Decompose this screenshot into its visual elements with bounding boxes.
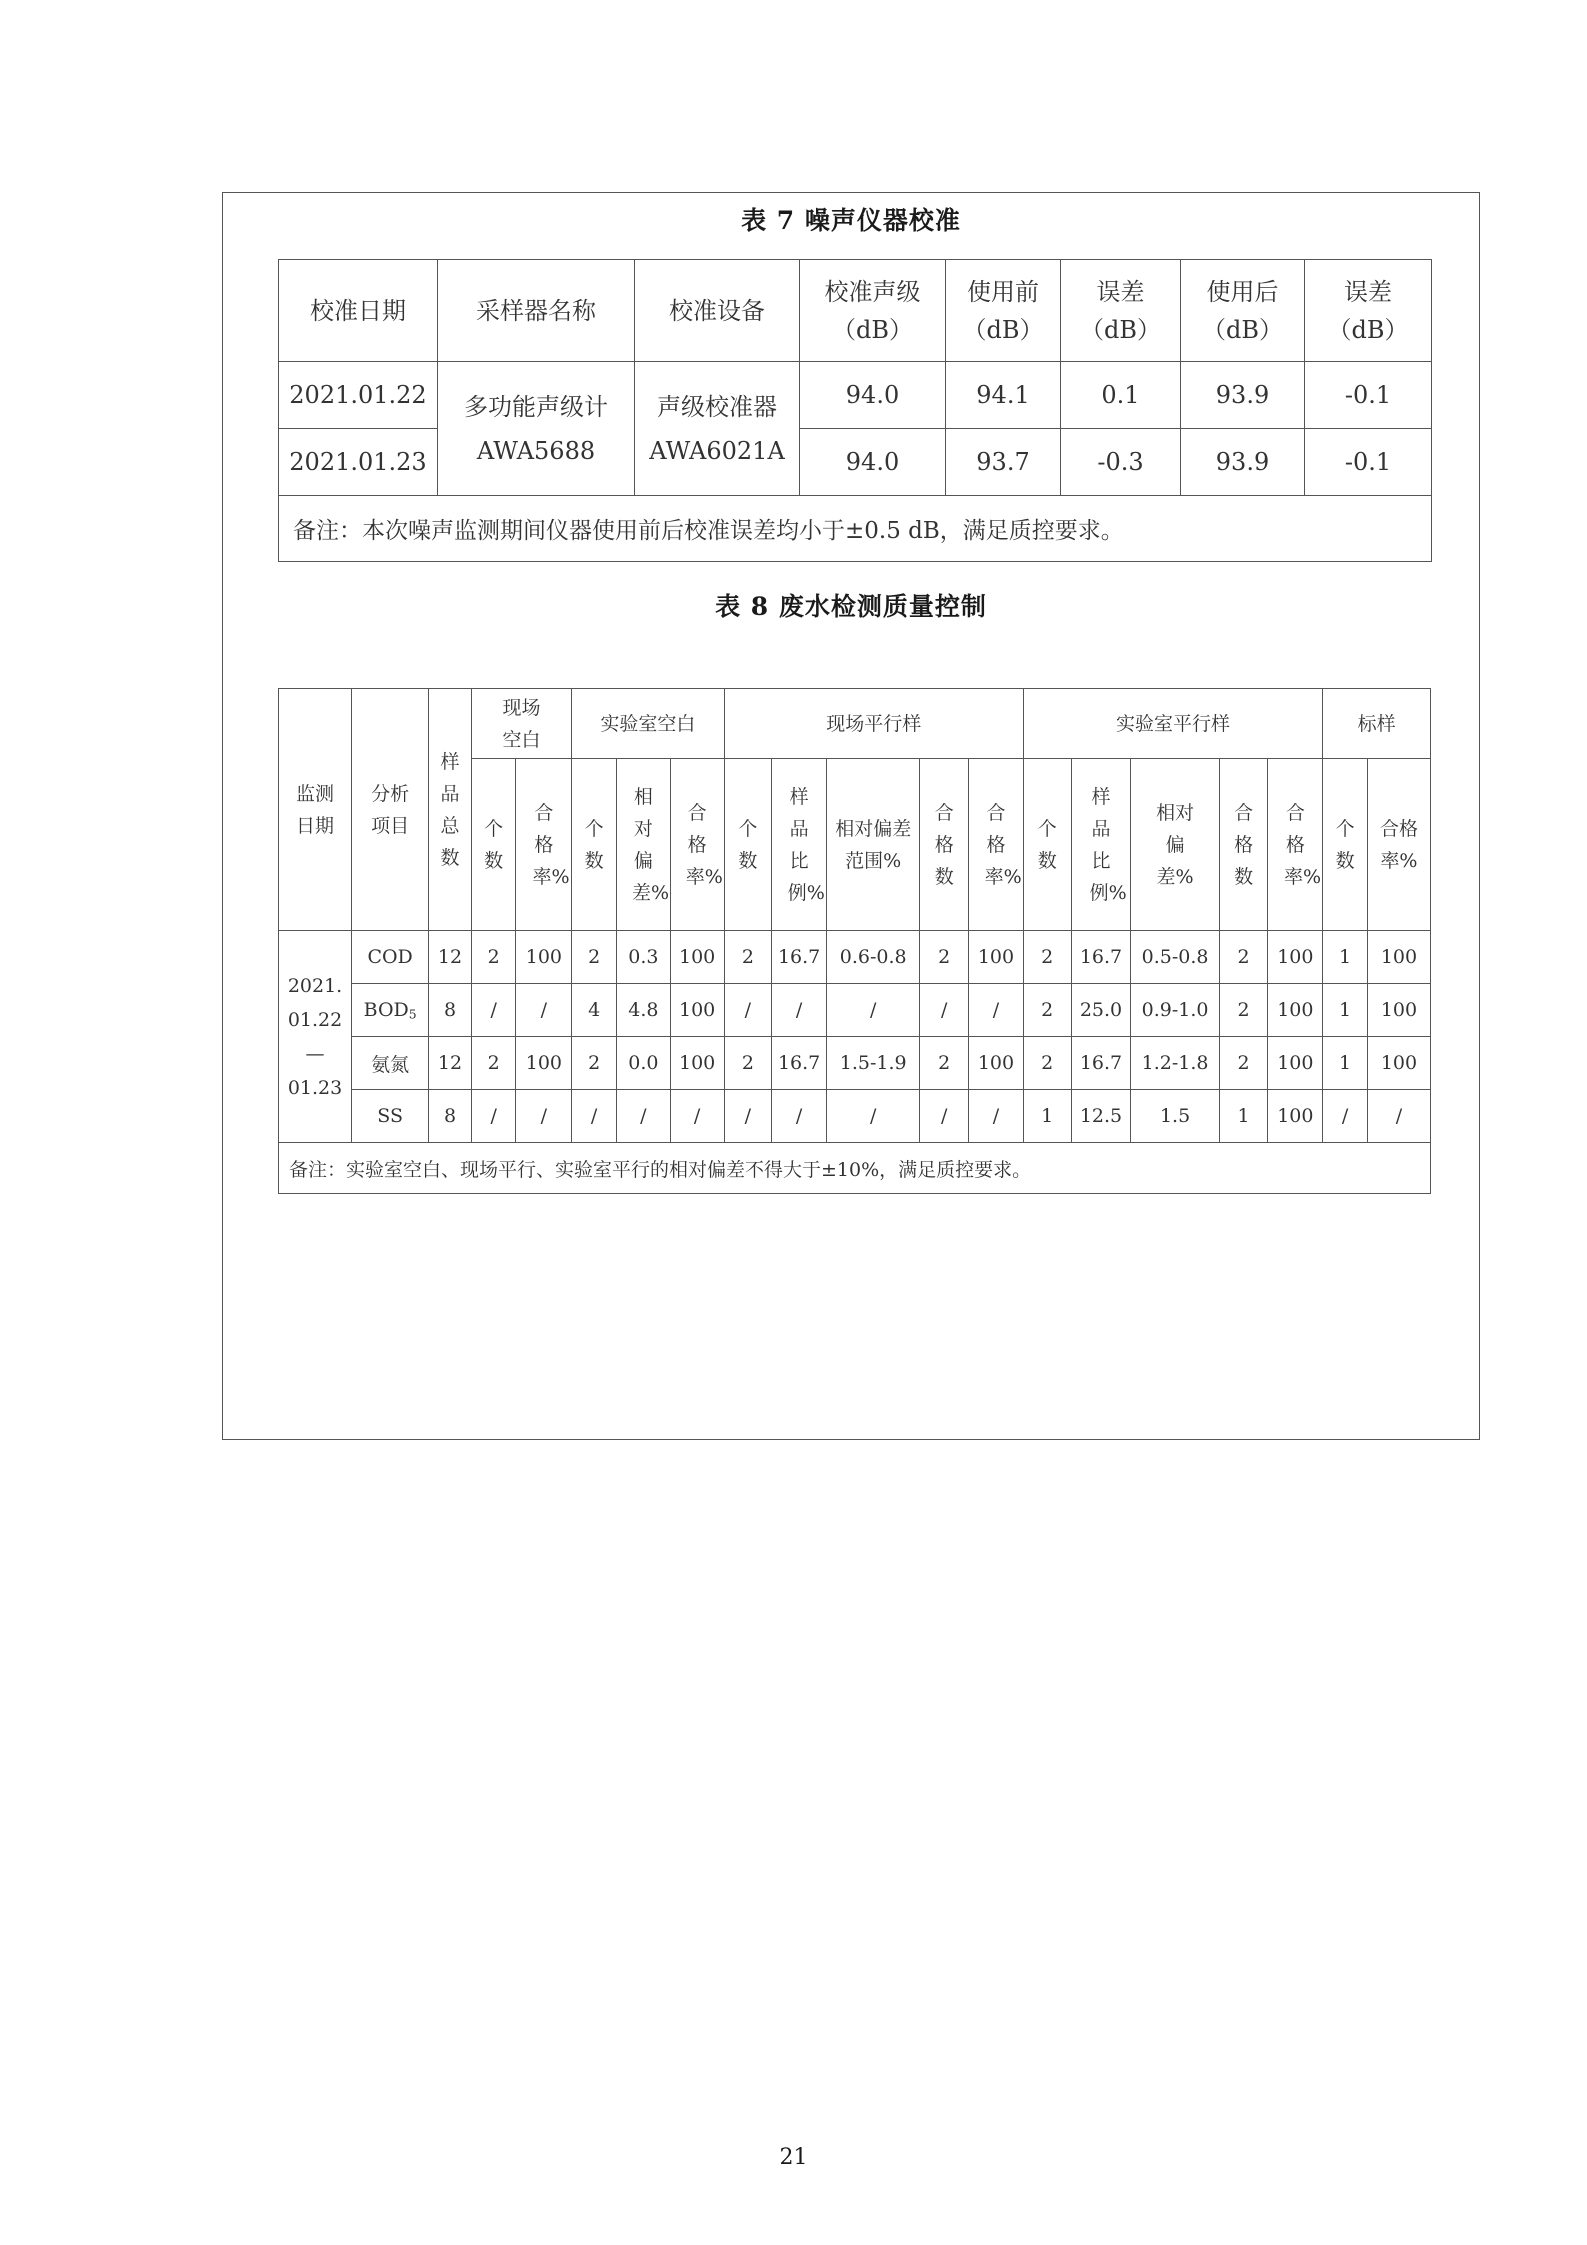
noise-calibration-table [278,259,1432,562]
table-cell: / [724,984,772,1037]
wastewater-qc-table [278,688,1431,1194]
table8-header-row-1 [279,689,1431,759]
header-date: 校准日期 [279,260,438,362]
table-cell: 100 [670,1037,724,1090]
header-count: 个数 [1323,759,1368,931]
table-cell: 1 [1219,1090,1268,1143]
table-cell: 2 [724,931,772,984]
table7-header-row [279,260,1432,362]
table7-caption: 表 7 噪声仪器校准 [741,206,961,235]
content-frame [222,192,1480,1440]
table-cell: / [471,984,516,1037]
table-cell: 2 [471,1037,516,1090]
table-cell: 2 [920,931,969,984]
table-cell: 100 [1268,984,1323,1037]
cell-date: 2021.01.22 [279,362,438,429]
header-analysis-item: 分析项目 [352,689,429,931]
table-cell: 25.0 [1071,984,1131,1037]
table-cell: 2 [920,1037,969,1090]
table-cell: 1.2-1.8 [1131,1037,1219,1090]
table-cell: / [471,1090,516,1143]
table-cell: 100 [516,931,572,984]
table-cell: / [572,1090,617,1143]
header-standard: 标样 [1323,689,1431,759]
table-cell: 8 [429,1090,472,1143]
table-cell: 0.9-1.0 [1131,984,1219,1037]
table-cell: 2 [471,931,516,984]
table-cell: 100 [969,931,1024,984]
header-field-blank: 现场空白 [471,689,571,759]
header-pass-count: 合格数 [920,759,969,931]
table8-caption: 表 8 废水检测质量控制 [715,592,987,621]
header-sample-total: 样品总数 [429,689,472,931]
table-cell: 100 [1367,931,1430,984]
table-cell: 1 [1323,984,1368,1037]
table-cell: / [920,984,969,1037]
table-cell: 12 [429,1037,472,1090]
cell-after: 93.9 [1181,429,1305,496]
table-cell: / [616,1090,670,1143]
cell-sampler: 多功能声级计 AWA5688 [438,362,635,496]
table7-note: 备注：本次噪声监测期间仪器使用前后校准误差均小于±0.5 dB，满足质控要求。 [279,496,1432,562]
table-cell: 16.7 [1071,1037,1131,1090]
cell-error-1: -0.3 [1061,429,1181,496]
table-cell: 1 [1023,1090,1071,1143]
header-count: 个数 [724,759,772,931]
table-cell: 4.8 [616,984,670,1037]
table-cell: 0.5-0.8 [1131,931,1219,984]
header-count: 个数 [1023,759,1071,931]
table-cell: 1.5-1.9 [827,1037,920,1090]
table-cell: / [827,984,920,1037]
header-field-parallel: 现场平行样 [724,689,1023,759]
table-cell: 100 [670,931,724,984]
header-pass-rate: 合格率% [670,759,724,931]
table-row [279,931,1431,984]
cell-error-1: 0.1 [1061,362,1181,429]
table-cell: / [1323,1090,1368,1143]
cell-before: 94.1 [946,362,1061,429]
cell-error-2: -0.1 [1305,429,1432,496]
table-cell: / [772,1090,827,1143]
table-row [279,984,1431,1037]
table-cell: 1 [1323,1037,1368,1090]
table-cell: / [969,1090,1024,1143]
header-pass-rate: 合格率% [969,759,1024,931]
table-cell: / [1367,1090,1430,1143]
table-row [279,1090,1431,1143]
table-cell: 2 [724,1037,772,1090]
table-cell: 0.0 [616,1037,670,1090]
header-error-1: 误差 （dB） [1061,260,1181,362]
table-cell: 2 [1023,931,1071,984]
header-pass-count: 合格数 [1219,759,1268,931]
table-cell: / [827,1090,920,1143]
table-cell: 100 [1268,1037,1323,1090]
header-pass-rate: 合格率% [1268,759,1323,931]
cell-level: 94.0 [800,429,946,496]
header-level: 校准声级 （dB） [800,260,946,362]
header-pass-rate: 合格率% [1367,759,1430,931]
table-cell: 100 [1367,984,1430,1037]
table-cell: 100 [969,1037,1024,1090]
header-count: 个数 [471,759,516,931]
table-cell: 12.5 [1071,1090,1131,1143]
header-ratio: 样品比例% [1071,759,1131,931]
table-cell: / [516,1090,572,1143]
table-cell: 16.7 [1071,931,1131,984]
table-row [279,362,1432,429]
table-cell: 1.5 [1131,1090,1219,1143]
table-row [279,1037,1431,1090]
cell-item: $BOD_5$ [352,984,429,1037]
table-cell: 2 [572,931,617,984]
header-device: 校准设备 [635,260,800,362]
header-monitor-date: 监测日期 [279,689,352,931]
table-cell: 100 [1367,1037,1430,1090]
header-ratio: 样品比例% [772,759,827,931]
page-number: 21 [779,2145,808,2170]
cell-item: SS [352,1090,429,1143]
table7-note-row [279,496,1432,562]
table-cell: 8 [429,984,472,1037]
table-cell: 12 [429,931,472,984]
cell-monitor-date: 2021. 01.22 — 01.23 [279,931,352,1143]
table-cell: 0.6-0.8 [827,931,920,984]
header-sampler: 采样器名称 [438,260,635,362]
cell-before: 93.7 [946,429,1061,496]
header-lab-parallel: 实验室平行样 [1023,689,1322,759]
cell-item: COD [352,931,429,984]
header-error-2: 误差 （dB） [1305,260,1432,362]
table-cell: / [969,984,1024,1037]
cell-item: 氨氮 [352,1037,429,1090]
table-cell: / [724,1090,772,1143]
header-count: 个数 [572,759,617,931]
cell-date: 2021.01.23 [279,429,438,496]
header-rel-dev-range: 相对偏差范围% [827,759,920,931]
table-cell: 100 [1268,931,1323,984]
table-cell: 100 [516,1037,572,1090]
table-cell: 2 [572,1037,617,1090]
table-cell: 2 [1219,1037,1268,1090]
table-cell: / [772,984,827,1037]
header-before: 使用前 （dB） [946,260,1061,362]
table-cell: / [920,1090,969,1143]
header-lab-rel-dev: 相对偏差% [1131,759,1219,931]
header-rel-dev: 相对偏差% [616,759,670,931]
table-cell: / [670,1090,724,1143]
table-cell: 2 [1023,984,1071,1037]
cell-after: 93.9 [1181,362,1305,429]
table8-note: 备注：实验室空白、现场平行、实验室平行的相对偏差不得大于±10%，满足质控要求。 [279,1143,1431,1194]
table-cell: 100 [1268,1090,1323,1143]
table-cell: / [516,984,572,1037]
table-cell: 2 [1023,1037,1071,1090]
table-cell: 16.7 [772,1037,827,1090]
header-pass-rate: 合格率% [516,759,572,931]
table8-note-row [279,1143,1431,1194]
table-cell: 100 [670,984,724,1037]
header-after: 使用后 （dB） [1181,260,1305,362]
cell-error-2: -0.1 [1305,362,1432,429]
table-cell: 16.7 [772,931,827,984]
table-cell: 2 [1219,931,1268,984]
table-cell: 0.3 [616,931,670,984]
table-cell: 4 [572,984,617,1037]
table-cell: 1 [1323,931,1368,984]
table-cell: 2 [1219,984,1268,1037]
cell-device: 声级校准器 AWA6021A [635,362,800,496]
header-lab-blank: 实验室空白 [572,689,724,759]
cell-level: 94.0 [800,362,946,429]
